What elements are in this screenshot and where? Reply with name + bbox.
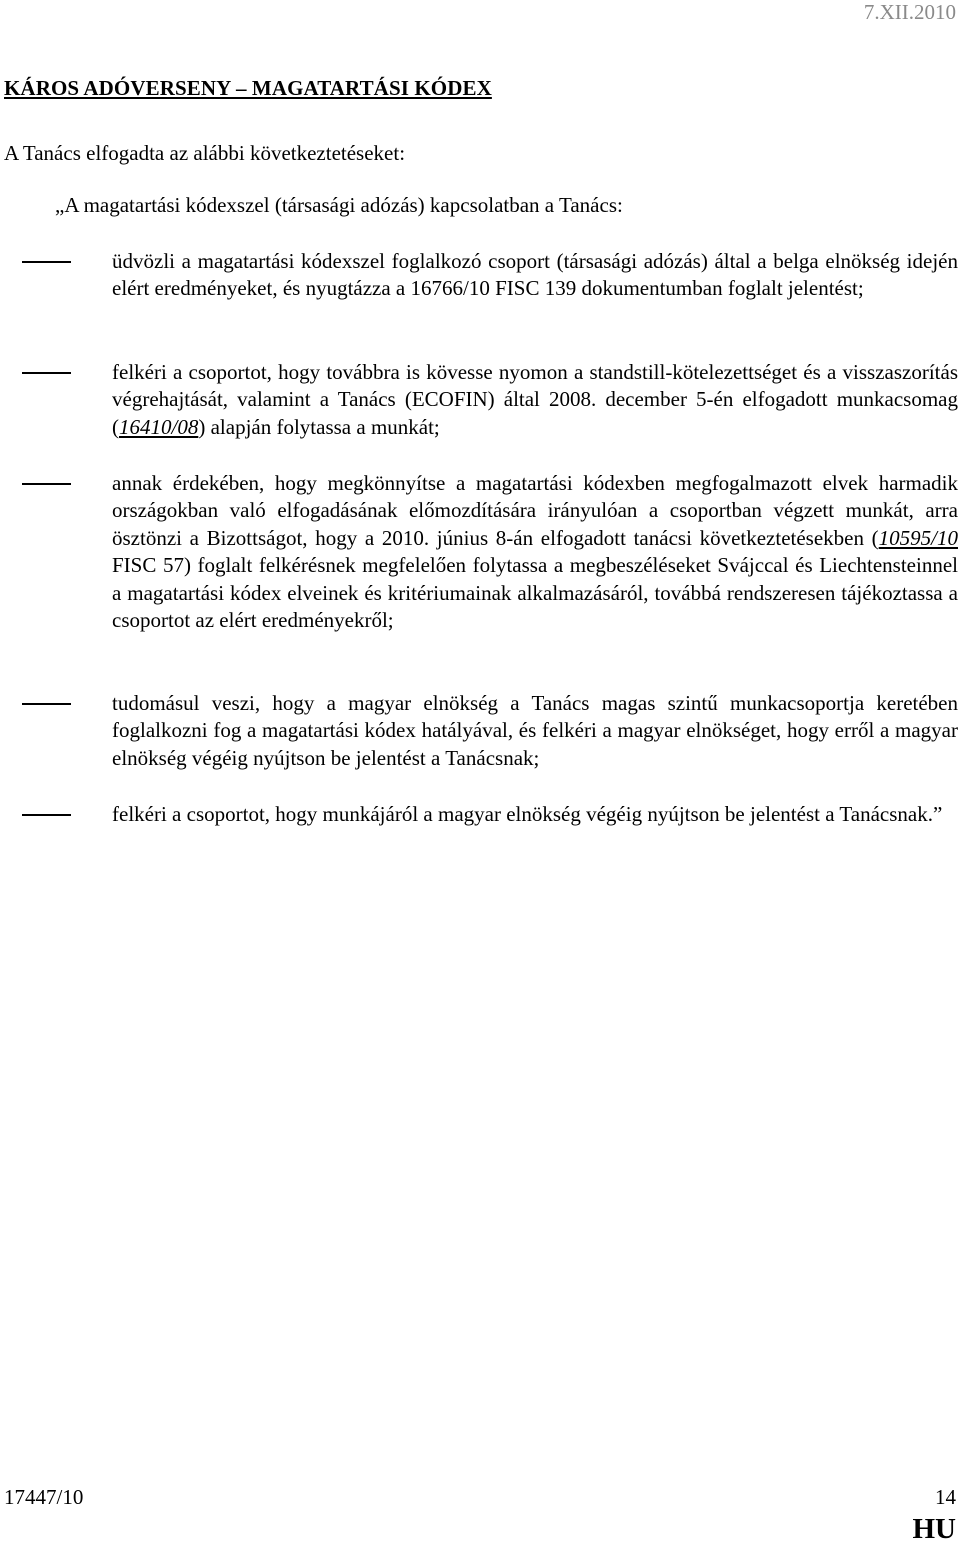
- list-item-text-part: ) alapján folytassa a munkát;: [198, 414, 440, 439]
- document-reference-link[interactable]: 10595/10: [878, 525, 958, 550]
- footer-page-number: 14: [935, 1485, 956, 1509]
- dash-bullet-icon: [22, 372, 71, 374]
- list-item-text: tudomásul veszi, hogy a magyar elnökség a Tanács magas szintű munkacsoportja keretében foglalkozni fog a magatartási kódex hatályával, és felkéri a magyar elnökséget, hogy erről a magyar elnökség végéig nyújtson be jelentést a Tanácsnak;: [112, 691, 958, 770]
- footer-language-code: HU: [912, 1513, 956, 1545]
- dash-bullet-icon: [22, 703, 71, 705]
- list-item-text-part: FISC 57) foglalt felkérésnek megfelelően folytassa a megbeszéléseket Svájccal és Liechtensteinnel a magatartási kódex elveinek és kritériumainak alkalmazásáról, továbbá rendszeresen tájékoztassa a csoportot az elért eredményekről;: [112, 553, 958, 633]
- document-title: KÁROS ADÓVERSENY – MAGATARTÁSI KÓDEX: [4, 76, 492, 100]
- dash-bullet-icon: [22, 483, 71, 485]
- list-item-text-part: annak érdekében, hogy megkönnyítse a magatartási kódexben megfogalmazott elvek harmadik országokban való elfogadásának előmozdítására irányulóan a csoportban végzett munkát, arra ösztönzi a Bizottságot, hogy a 2010. június 8-án elfogadott tanácsi következtetésekben (: [112, 471, 958, 550]
- list-item-text: felkéri a csoportot, hogy munkájáról a magyar elnökség végéig nyújtson be jelentést a Tanácsnak.”: [112, 802, 943, 826]
- document-reference-link[interactable]: 16410/08: [119, 414, 199, 439]
- lead-sentence: „A magatartási kódexszel (társasági adózás) kapcsolatban a Tanács:: [55, 193, 623, 217]
- list-item-text: [112, 470, 958, 634]
- list-item-text-part: felkéri a csoportot, hogy továbbra is kövesse nyomon a standstill-kötelezettséget és a visszaszorítás végrehajtását, valamint a Tanács (ECOFIN) által 2008. december 5-én elfogadott munkacsomag (: [112, 360, 958, 439]
- dash-bullet-icon: [22, 814, 71, 816]
- list-item-text: [112, 359, 958, 441]
- intro-sentence: A Tanács elfogadta az alábbi következtetéseket:: [4, 141, 406, 165]
- list-item-text: üdvözli a magatartási kódexszel foglalkozó csoport (társasági adózás) által a belga elnökség idején elért eredményeket, és nyugtázza a 16766/10 FISC 139 dokumentumban foglalt jelentést;: [112, 249, 958, 301]
- footer-doc-number: 17447/10: [4, 1485, 84, 1509]
- dash-bullet-icon: [22, 261, 71, 263]
- header-date: 7.XII.2010: [863, 0, 956, 24]
